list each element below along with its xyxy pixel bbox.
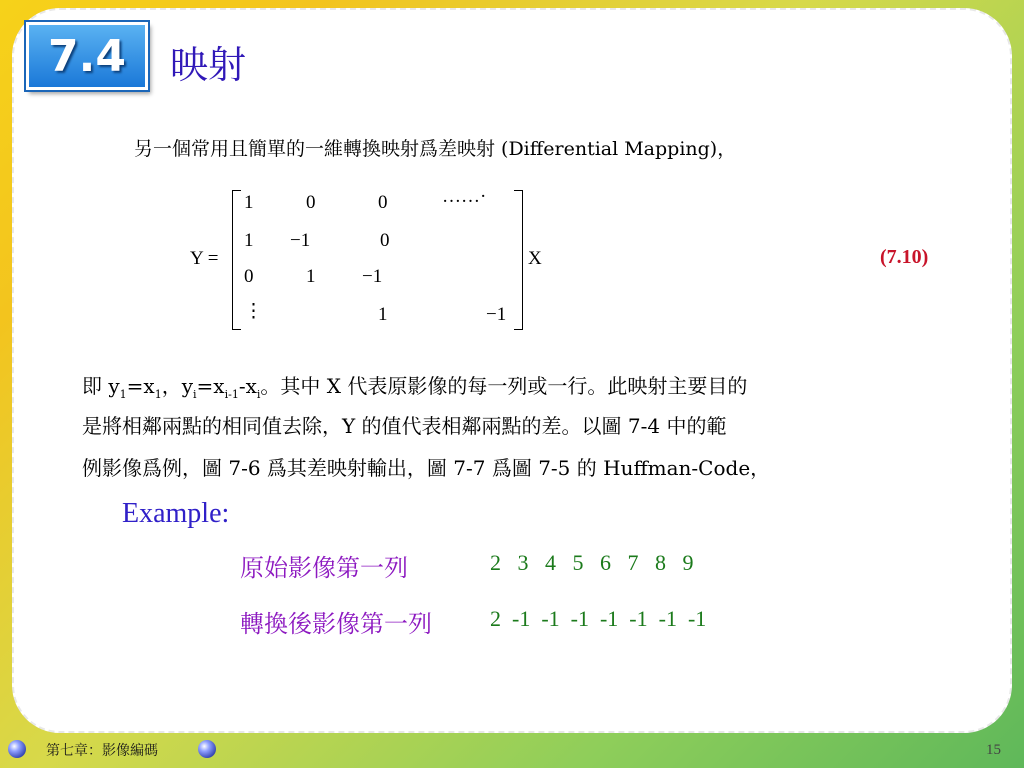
- matrix-cell: ⋮: [244, 301, 263, 322]
- paragraph-line-2: 是將相鄰兩點的相同值去除，Y 的值代表相鄰兩點的差。以圖 7-4 中的範: [82, 414, 727, 438]
- section-number: 7.4: [48, 30, 126, 82]
- matrix-cell: 0: [378, 192, 388, 213]
- intro-text: 另一個常用且簡單的一維轉換映射爲差映射 (Differential Mapping)，: [134, 138, 737, 160]
- matrix-cell: −1: [362, 266, 383, 287]
- matrix-cell: 1: [244, 230, 254, 251]
- section-badge: [26, 22, 148, 90]
- transformed-row-values: 2 -1 -1 -1 -1 -1 -1 -1: [490, 606, 707, 631]
- example-label: Example:: [122, 498, 230, 529]
- matrix-cell: −1: [290, 230, 311, 251]
- matrix-cell: 1: [306, 266, 316, 287]
- footer-bullet-icon: [8, 740, 26, 758]
- original-row-label: 原始影像第一列: [240, 554, 408, 582]
- matrix-cell: 0: [244, 266, 254, 287]
- matrix-cell: 0: [306, 192, 316, 213]
- footer-chapter: 第七章：影像編碼: [46, 743, 158, 759]
- equation-rhs: X: [528, 248, 542, 269]
- matrix-cell: ……·: [442, 186, 487, 207]
- matrix-cell: 1: [378, 304, 388, 325]
- right-bracket: [514, 190, 523, 330]
- paragraph-line-1: 即 $y_1=x_1$，$y_i=x_{i-1}-x_i$。其中 X 代表原影像的每一列或一行。此映射主要目的: [82, 374, 748, 401]
- equation-number: (7.10): [880, 246, 929, 268]
- matrix-cell: 0: [380, 230, 390, 251]
- matrix-cell: 1: [244, 192, 254, 213]
- transformed-row-label: 轉換後影像第一列: [240, 610, 432, 638]
- original-row-values: 2 3 4 5 6 7 8 9: [490, 550, 694, 575]
- footer-bullet-icon: [198, 740, 216, 758]
- paragraph-line-3: 例影像爲例，圖 7-6 爲其差映射輸出，圖 7-7 爲圖 7-5 的 Huffman-Code，: [82, 456, 771, 480]
- slide-title: 映射: [170, 43, 247, 87]
- page-number: 15: [986, 742, 1001, 758]
- matrix-cell: −1: [486, 304, 507, 325]
- left-bracket: [232, 190, 241, 330]
- equation-lhs: Y =: [190, 248, 219, 269]
